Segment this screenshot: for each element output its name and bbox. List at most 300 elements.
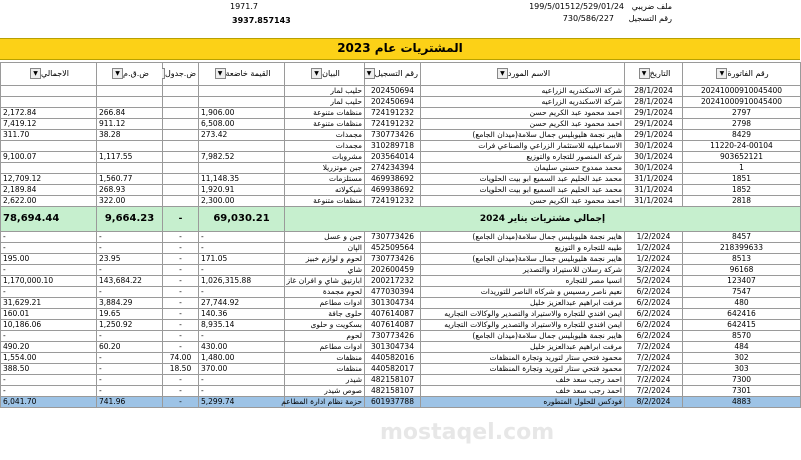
cell-date[interactable]: 6/2/2024 — [625, 331, 683, 342]
cell-invoice[interactable]: 484 — [683, 342, 801, 353]
table-row — [1, 232, 801, 243]
cell-sched[interactable]: - — [163, 287, 199, 298]
cell-supplier[interactable]: احمد رجب سعد خلف — [421, 375, 625, 386]
cell-taxable[interactable]: 6,508.00 — [199, 119, 285, 130]
cell-supplier[interactable]: نعيم ناصر رمسيس و شركاه الناصر للتوريدات — [421, 287, 625, 298]
cell-invoice[interactable]: 7301 — [683, 386, 801, 397]
cell-date[interactable]: 5/2/2024 — [625, 276, 683, 287]
table-row — [1, 364, 801, 375]
cell-reg[interactable]: 730773426 — [365, 254, 421, 265]
cell-taxable[interactable]: - — [199, 375, 285, 386]
cell-sched[interactable]: - — [163, 342, 199, 353]
cell-vat[interactable]: - — [97, 243, 163, 254]
cell-date[interactable]: 1/2/2024 — [625, 243, 683, 254]
cell-taxable[interactable] — [199, 141, 285, 152]
cell-sched[interactable]: - — [163, 386, 199, 397]
total-sum[interactable]: 78,694.44 — [1, 207, 97, 232]
cell-vat[interactable]: - — [97, 232, 163, 243]
cell-taxable[interactable]: 11,148.35 — [199, 174, 285, 185]
cell-invoice[interactable]: 20241000910045400 — [683, 86, 801, 97]
cell-total[interactable]: - — [1, 287, 97, 298]
cell-reg[interactable]: 724191232 — [365, 119, 421, 130]
cell-reg[interactable]: 202600459 — [365, 265, 421, 276]
cell-item[interactable]: منظفات متنوعة — [285, 108, 365, 119]
cell-date[interactable]: 6/2/2024 — [625, 287, 683, 298]
cell-vat[interactable]: - — [97, 386, 163, 397]
cell-supplier[interactable]: مرفت ابراهيم عبدالعزيز خليل — [421, 298, 625, 309]
cell-sched[interactable]: - — [163, 375, 199, 386]
cell-total[interactable]: 9,100.07 — [1, 152, 97, 163]
cell-invoice[interactable]: 303 — [683, 364, 801, 375]
cell-item[interactable]: لحوم — [285, 331, 365, 342]
cell-supplier[interactable]: ايمن افندي للتجاره والاستيراد والتصدير والوكالات التجاريه — [421, 309, 625, 320]
cell-reg[interactable]: 469938692 — [365, 174, 421, 185]
table-row — [1, 141, 801, 152]
table-row — [1, 276, 801, 287]
cell-date[interactable]: 6/2/2024 — [625, 298, 683, 309]
cell-reg[interactable]: 730773426 — [365, 232, 421, 243]
header-row — [1, 63, 801, 86]
cell-supplier[interactable]: طيبه للتجاره و التوزيع — [421, 243, 625, 254]
table-row — [1, 309, 801, 320]
cell-invoice[interactable]: 8429 — [683, 130, 801, 141]
cell-reg[interactable]: 601937788 — [365, 397, 421, 408]
cell-item[interactable]: منظفات متنوعة — [285, 196, 365, 207]
cell-invoice[interactable]: 642415 — [683, 320, 801, 331]
cell-item[interactable]: لحوم و لوازم خبيز — [285, 254, 365, 265]
cell-vat[interactable]: 1,250.92 — [97, 320, 163, 331]
cell-item[interactable]: جبن موتزريلا — [285, 163, 365, 174]
cell-vat[interactable] — [97, 86, 163, 97]
cell-taxable[interactable]: 8,935.14 — [199, 320, 285, 331]
cell-reg[interactable]: 440582016 — [365, 353, 421, 364]
cell-vat[interactable]: 268.93 — [97, 185, 163, 196]
cell-vat[interactable]: 911.12 — [97, 119, 163, 130]
cell-vat[interactable]: - — [97, 364, 163, 375]
cell-supplier[interactable]: محمد عبد الحليم عبد السميع ابو بيت الحلويات — [421, 174, 625, 185]
cell-supplier[interactable]: هايبر نجمة هليوبليس جمال سلامة(ميدان الجامع) — [421, 130, 625, 141]
cell-sched[interactable]: - — [163, 254, 199, 265]
total-row — [1, 207, 801, 232]
cell-invoice[interactable]: 7300 — [683, 375, 801, 386]
top-number-b: 3937.857143 — [232, 16, 291, 25]
cell-date[interactable]: 29/1/2024 — [625, 119, 683, 130]
cell-supplier[interactable]: احمد محمود عبد الكريم حسن — [421, 196, 625, 207]
cell-sched[interactable] — [163, 97, 199, 108]
cell-taxable[interactable]: - — [199, 243, 285, 254]
cell-reg[interactable]: 477030394 — [365, 287, 421, 298]
cell-supplier[interactable]: محمد عبد الحليم عبد السميع ابو بيت الحلويات — [421, 185, 625, 196]
cell-total[interactable]: - — [1, 232, 97, 243]
cell-invoice[interactable]: 903652121 — [683, 152, 801, 163]
cell-reg[interactable]: 200217232 — [365, 276, 421, 287]
cell-invoice[interactable]: 4883 — [683, 397, 801, 408]
cell-total[interactable]: - — [1, 331, 97, 342]
table-row — [1, 108, 801, 119]
cell-total[interactable]: 2,189.84 — [1, 185, 97, 196]
cell-date[interactable]: 3/2/2024 — [625, 265, 683, 276]
cell-date[interactable]: 30/1/2024 — [625, 163, 683, 174]
cell-supplier[interactable]: محمود فتحي ستار لتوريد وتجارة المنظفات — [421, 364, 625, 375]
table-row — [1, 397, 801, 408]
table-row — [1, 97, 801, 108]
cell-item[interactable]: شيكولاته — [285, 185, 365, 196]
cell-total[interactable]: 490.20 — [1, 342, 97, 353]
cell-taxable[interactable]: 7,982.52 — [199, 152, 285, 163]
watermark: mostaqel.com — [380, 420, 555, 445]
cell-reg[interactable]: 301304734 — [365, 342, 421, 353]
cell-reg[interactable]: 202450694 — [365, 97, 421, 108]
header-vat: ض.ق.م▼ — [97, 63, 163, 86]
cell-supplier[interactable]: الاسماعيليه للاستثمار الزراعي والصناعي فرات — [421, 141, 625, 152]
cell-vat[interactable]: 322.00 — [97, 196, 163, 207]
filter-dropdown-icon[interactable]: ▼ — [311, 68, 322, 79]
cell-vat[interactable]: 60.20 — [97, 342, 163, 353]
cell-taxable[interactable]: 370.00 — [199, 364, 285, 375]
cell-invoice[interactable]: 7547 — [683, 287, 801, 298]
cell-supplier[interactable]: شركة الاسكندريه الزراعيه — [421, 86, 625, 97]
cell-vat[interactable]: 741.96 — [97, 397, 163, 408]
table-row — [1, 320, 801, 331]
table-row — [1, 86, 801, 97]
cell-total[interactable]: 7,419.12 — [1, 119, 97, 130]
cell-sched[interactable] — [163, 130, 199, 141]
cell-reg[interactable]: 440582017 — [365, 364, 421, 375]
cell-total[interactable]: - — [1, 386, 97, 397]
cell-sched[interactable]: - — [163, 243, 199, 254]
cell-item[interactable]: بسكويت و حلوى — [285, 320, 365, 331]
cell-item[interactable]: مجمدات — [285, 130, 365, 141]
cell-vat[interactable]: - — [97, 375, 163, 386]
cell-vat[interactable] — [97, 97, 163, 108]
total-taxable[interactable]: 69,030.21 — [199, 207, 285, 232]
cell-total[interactable]: 12,709.12 — [1, 174, 97, 185]
cell-date[interactable]: 7/2/2024 — [625, 353, 683, 364]
cell-date[interactable]: 1/2/2024 — [625, 254, 683, 265]
cell-sched[interactable] — [163, 185, 199, 196]
cell-total[interactable]: 2,622.00 — [1, 196, 97, 207]
cell-sched[interactable]: - — [163, 232, 199, 243]
cell-supplier[interactable]: فودكس للحلول المتطوره — [421, 397, 625, 408]
cell-invoice[interactable]: 11220-24-00104 — [683, 141, 801, 152]
header-sched: ض.جدول — [163, 63, 199, 86]
cell-date[interactable]: 7/2/2024 — [625, 364, 683, 375]
cell-taxable[interactable]: - — [199, 287, 285, 298]
cell-item[interactable]: ادوات مطاعم — [285, 342, 365, 353]
cell-taxable[interactable]: 1,480.00 — [199, 353, 285, 364]
cell-total[interactable]: 160.01 — [1, 309, 97, 320]
cell-sched[interactable]: - — [163, 276, 199, 287]
cell-sched[interactable]: - — [163, 397, 199, 408]
cell-reg[interactable]: 452509564 — [365, 243, 421, 254]
cell-vat[interactable]: - — [97, 287, 163, 298]
table-row — [1, 130, 801, 141]
cell-item[interactable]: صوص شيدر — [285, 386, 365, 397]
cell-item[interactable]: لحوم مجمدة — [285, 287, 365, 298]
cell-sched[interactable]: 74.00 — [163, 353, 199, 364]
cell-supplier[interactable]: احمد محمود عبد الكريم حسن — [421, 119, 625, 130]
filter-dropdown-icon[interactable]: ▼ — [364, 68, 375, 79]
cell-item[interactable]: ادوات مطاعم — [285, 298, 365, 309]
cell-total[interactable]: - — [1, 265, 97, 276]
cell-taxable[interactable] — [199, 163, 285, 174]
cell-supplier[interactable]: هايبر نجمة هليوبليس جمال سلامة(ميدان الجامع) — [421, 331, 625, 342]
cell-sched[interactable] — [163, 108, 199, 119]
cell-invoice[interactable]: 2798 — [683, 119, 801, 130]
cell-total[interactable] — [1, 97, 97, 108]
cell-date[interactable]: 30/1/2024 — [625, 141, 683, 152]
cell-date[interactable]: 7/2/2024 — [625, 386, 683, 397]
cell-item[interactable]: شيدر — [285, 375, 365, 386]
cell-sched[interactable]: - — [163, 331, 199, 342]
cell-invoice[interactable]: 218399633 — [683, 243, 801, 254]
cell-vat[interactable]: 266.84 — [97, 108, 163, 119]
cell-invoice[interactable]: 8457 — [683, 232, 801, 243]
cell-taxable[interactable]: - — [199, 331, 285, 342]
january-rows — [1, 86, 801, 207]
cell-sched[interactable]: 18.50 — [163, 364, 199, 375]
cell-vat[interactable]: 143,684.22 — [97, 276, 163, 287]
cell-supplier[interactable]: محمد ممدوح حسني سليمان — [421, 163, 625, 174]
filter-dropdown-icon[interactable]: ▼ — [30, 68, 41, 79]
cell-item[interactable]: مستلزمات — [285, 174, 365, 185]
cell-vat[interactable]: 1,117.55 — [97, 152, 163, 163]
cell-taxable[interactable]: 171.05 — [199, 254, 285, 265]
cell-date[interactable]: 7/2/2024 — [625, 375, 683, 386]
last-row-group — [1, 397, 801, 408]
cell-taxable[interactable]: 273.42 — [199, 130, 285, 141]
cell-supplier[interactable]: هايبر نجمة هليوبليس جمال سلامة(ميدان الجامع) — [421, 232, 625, 243]
cell-vat[interactable] — [97, 163, 163, 174]
cell-invoice[interactable]: 20241000910045400 — [683, 97, 801, 108]
cell-date[interactable]: 31/1/2024 — [625, 174, 683, 185]
cell-supplier[interactable]: احمد رجب سعد خلف — [421, 386, 625, 397]
cell-invoice[interactable]: 96168 — [683, 265, 801, 276]
cell-reg[interactable]: 730773426 — [365, 331, 421, 342]
cell-taxable[interactable] — [199, 97, 285, 108]
cell-supplier[interactable]: محمود فتحي ستار لتوريد وتجارة المنظفات — [421, 353, 625, 364]
header-item: البيان▼ — [285, 63, 365, 86]
cell-sched[interactable]: - — [163, 320, 199, 331]
cell-date[interactable]: 28/1/2024 — [625, 97, 683, 108]
cell-supplier[interactable]: شركة الاسكندريه الزراعيه — [421, 97, 625, 108]
cell-item[interactable]: حليب لمار — [285, 86, 365, 97]
cell-reg[interactable]: 301304734 — [365, 298, 421, 309]
filter-dropdown-icon[interactable]: ▼ — [497, 68, 508, 79]
cell-taxable[interactable]: - — [199, 265, 285, 276]
cell-taxable[interactable]: - — [199, 386, 285, 397]
cell-taxable[interactable]: 140.36 — [199, 309, 285, 320]
cell-vat[interactable]: 1,560.77 — [97, 174, 163, 185]
cell-vat[interactable]: - — [97, 353, 163, 364]
cell-taxable[interactable]: - — [199, 232, 285, 243]
cell-invoice[interactable]: 1851 — [683, 174, 801, 185]
header-taxable: القيمة خاضعة▼ — [199, 63, 285, 86]
cell-item[interactable]: مشروبات — [285, 152, 365, 163]
cell-total[interactable]: 1,554.00 — [1, 353, 97, 364]
cell-total[interactable] — [1, 141, 97, 152]
cell-taxable[interactable]: 1,906.00 — [199, 108, 285, 119]
page-title: المشتريات عام 2023 — [337, 41, 463, 55]
cell-item[interactable]: منظفات متنوعة — [285, 119, 365, 130]
tax-file-label: ملف ضريبي — [631, 2, 672, 11]
cell-reg[interactable]: 407614087 — [365, 320, 421, 331]
cell-invoice[interactable]: 1852 — [683, 185, 801, 196]
cell-total[interactable]: 2,172.84 — [1, 108, 97, 119]
cell-supplier[interactable]: ايمن افندي للتجاره والاستيراد والتصدير والوكالات التجاريه — [421, 320, 625, 331]
cell-taxable[interactable]: 27,744.92 — [199, 298, 285, 309]
cell-vat[interactable]: 3,884.29 — [97, 298, 163, 309]
january-total — [1, 207, 801, 232]
cell-date[interactable]: 7/2/2024 — [625, 342, 683, 353]
cell-reg[interactable]: 310289718 — [365, 141, 421, 152]
cell-date[interactable]: 29/1/2024 — [625, 108, 683, 119]
cell-taxable[interactable]: 1,920.91 — [199, 185, 285, 196]
sheet-top-info — [0, 0, 800, 38]
cell-taxable[interactable]: 1,026,315.88 — [199, 276, 285, 287]
cell-item[interactable]: حليب لمار — [285, 97, 365, 108]
table-row — [1, 298, 801, 309]
table-row — [1, 331, 801, 342]
cell-reg[interactable]: 482158107 — [365, 386, 421, 397]
cell-invoice[interactable]: 2818 — [683, 196, 801, 207]
cell-item[interactable]: الپان — [285, 243, 365, 254]
cell-supplier[interactable]: انسيا مصر للتجاره — [421, 276, 625, 287]
cell-invoice[interactable]: 8513 — [683, 254, 801, 265]
table-row — [1, 152, 801, 163]
cell-date[interactable]: 28/1/2024 — [625, 86, 683, 97]
cell-reg[interactable]: 274234394 — [365, 163, 421, 174]
cell-item[interactable]: حزمة نظام ادارة المطاعم — [285, 397, 365, 408]
cell-sched[interactable] — [163, 152, 199, 163]
cell-reg[interactable]: 202450694 — [365, 86, 421, 97]
cell-sched[interactable] — [163, 163, 199, 174]
cell-total[interactable]: 388.50 — [1, 364, 97, 375]
cell-item[interactable]: منظفات — [285, 364, 365, 375]
cell-total[interactable]: - — [1, 375, 97, 386]
purchases-table — [0, 62, 801, 408]
cell-reg[interactable]: 482158107 — [365, 375, 421, 386]
cell-vat[interactable]: - — [97, 331, 163, 342]
table-row — [1, 353, 801, 364]
cell-date[interactable]: 31/1/2024 — [625, 185, 683, 196]
cell-vat[interactable]: 19.65 — [97, 309, 163, 320]
cell-sched[interactable]: - — [163, 265, 199, 276]
cell-sched[interactable] — [163, 141, 199, 152]
table-row — [1, 119, 801, 130]
table-row — [1, 163, 801, 174]
total-sched[interactable]: - — [163, 207, 199, 232]
table-row — [1, 196, 801, 207]
cell-sched[interactable]: - — [163, 309, 199, 320]
cell-vat[interactable]: 23.95 — [97, 254, 163, 265]
cell-sched[interactable] — [163, 174, 199, 185]
filter-dropdown-icon[interactable]: ▼ — [112, 68, 123, 79]
filter-dropdown-icon[interactable]: ▼ — [716, 68, 727, 79]
cell-item[interactable]: شاي — [285, 265, 365, 276]
cell-reg[interactable]: 730773426 — [365, 130, 421, 141]
cell-item[interactable]: جبن و عسل — [285, 232, 365, 243]
cell-taxable[interactable]: 430.00 — [199, 342, 285, 353]
cell-invoice[interactable]: 302 — [683, 353, 801, 364]
tax-file-value: 199/5/01512/529/01/24 — [529, 2, 624, 11]
cell-invoice[interactable]: 2797 — [683, 108, 801, 119]
filter-dropdown-icon[interactable]: ▼ — [639, 68, 650, 79]
table-row — [1, 185, 801, 196]
cell-total[interactable] — [1, 163, 97, 174]
cell-sched[interactable] — [163, 196, 199, 207]
cell-reg[interactable]: 203564014 — [365, 152, 421, 163]
cell-invoice[interactable]: 642416 — [683, 309, 801, 320]
cell-sched[interactable] — [163, 86, 199, 97]
cell-taxable[interactable] — [199, 86, 285, 97]
cell-total[interactable]: 195.00 — [1, 254, 97, 265]
cell-date[interactable]: 1/2/2024 — [625, 232, 683, 243]
cell-invoice[interactable]: 8570 — [683, 331, 801, 342]
cell-date[interactable]: 29/1/2024 — [625, 130, 683, 141]
cell-item[interactable]: منظفات — [285, 353, 365, 364]
cell-date[interactable]: 6/2/2024 — [625, 320, 683, 331]
table-row — [1, 243, 801, 254]
cell-total[interactable]: - — [1, 243, 97, 254]
table-row — [1, 287, 801, 298]
cell-invoice[interactable]: 123407 — [683, 276, 801, 287]
reg-value: 730/586/227 — [562, 14, 614, 23]
cell-invoice[interactable]: 1 — [683, 163, 801, 174]
cell-total[interactable]: 1,170,000.10 — [1, 276, 97, 287]
cell-item[interactable]: ابارتيق شاي و افران غاز — [285, 276, 365, 287]
cell-sched[interactable] — [163, 119, 199, 130]
cell-vat[interactable]: 38.28 — [97, 130, 163, 141]
cell-date[interactable]: 31/1/2024 — [625, 196, 683, 207]
cell-vat[interactable] — [97, 141, 163, 152]
cell-supplier[interactable]: مرفت ابراهيم عبدالعزيز خليل — [421, 342, 625, 353]
february-rows — [1, 232, 801, 397]
cell-total[interactable]: 10,186.06 — [1, 320, 97, 331]
cell-reg[interactable]: 469938692 — [365, 185, 421, 196]
table-row — [1, 386, 801, 397]
total-label[interactable]: إجمالي مشتريات يناير 2024 — [285, 207, 801, 232]
cell-date[interactable]: 6/2/2024 — [625, 309, 683, 320]
header-reg: رقم التسجيل▼ — [365, 63, 421, 86]
cell-total[interactable]: 6,041.70 — [1, 397, 97, 408]
table-row — [1, 265, 801, 276]
cell-total[interactable]: 311.70 — [1, 130, 97, 141]
total-vat[interactable]: 9,664.23 — [97, 207, 163, 232]
cell-item[interactable]: حلوى جافة — [285, 309, 365, 320]
cell-total[interactable]: 31,629.21 — [1, 298, 97, 309]
cell-supplier[interactable]: هايبر نجمة هليوبليس جمال سلامة(ميدان الجامع) — [421, 254, 625, 265]
cell-taxable[interactable]: 5,299.74 — [199, 397, 285, 408]
cell-supplier[interactable]: احمد محمود عبد الكريم حسن — [421, 108, 625, 119]
cell-date[interactable]: 30/1/2024 — [625, 152, 683, 163]
cell-supplier[interactable]: شركة رسلان للاستيراد والتصدير — [421, 265, 625, 276]
cell-supplier[interactable]: شركة المنصور للتجاره والتوزيع — [421, 152, 625, 163]
cell-reg[interactable]: 407614087 — [365, 309, 421, 320]
cell-vat[interactable]: - — [97, 265, 163, 276]
cell-total[interactable] — [1, 86, 97, 97]
cell-invoice[interactable]: 480 — [683, 298, 801, 309]
table-row — [1, 375, 801, 386]
cell-reg[interactable]: 724191232 — [365, 108, 421, 119]
cell-reg[interactable]: 724191232 — [365, 196, 421, 207]
cell-taxable[interactable]: 2,300.00 — [199, 196, 285, 207]
cell-item[interactable]: مجمدات — [285, 141, 365, 152]
cell-sched[interactable]: - — [163, 298, 199, 309]
filter-dropdown-icon[interactable]: ▼ — [215, 68, 226, 79]
cell-date[interactable]: 8/2/2024 — [625, 397, 683, 408]
header-invoice: رقم الفاتورة▼ — [683, 63, 801, 86]
